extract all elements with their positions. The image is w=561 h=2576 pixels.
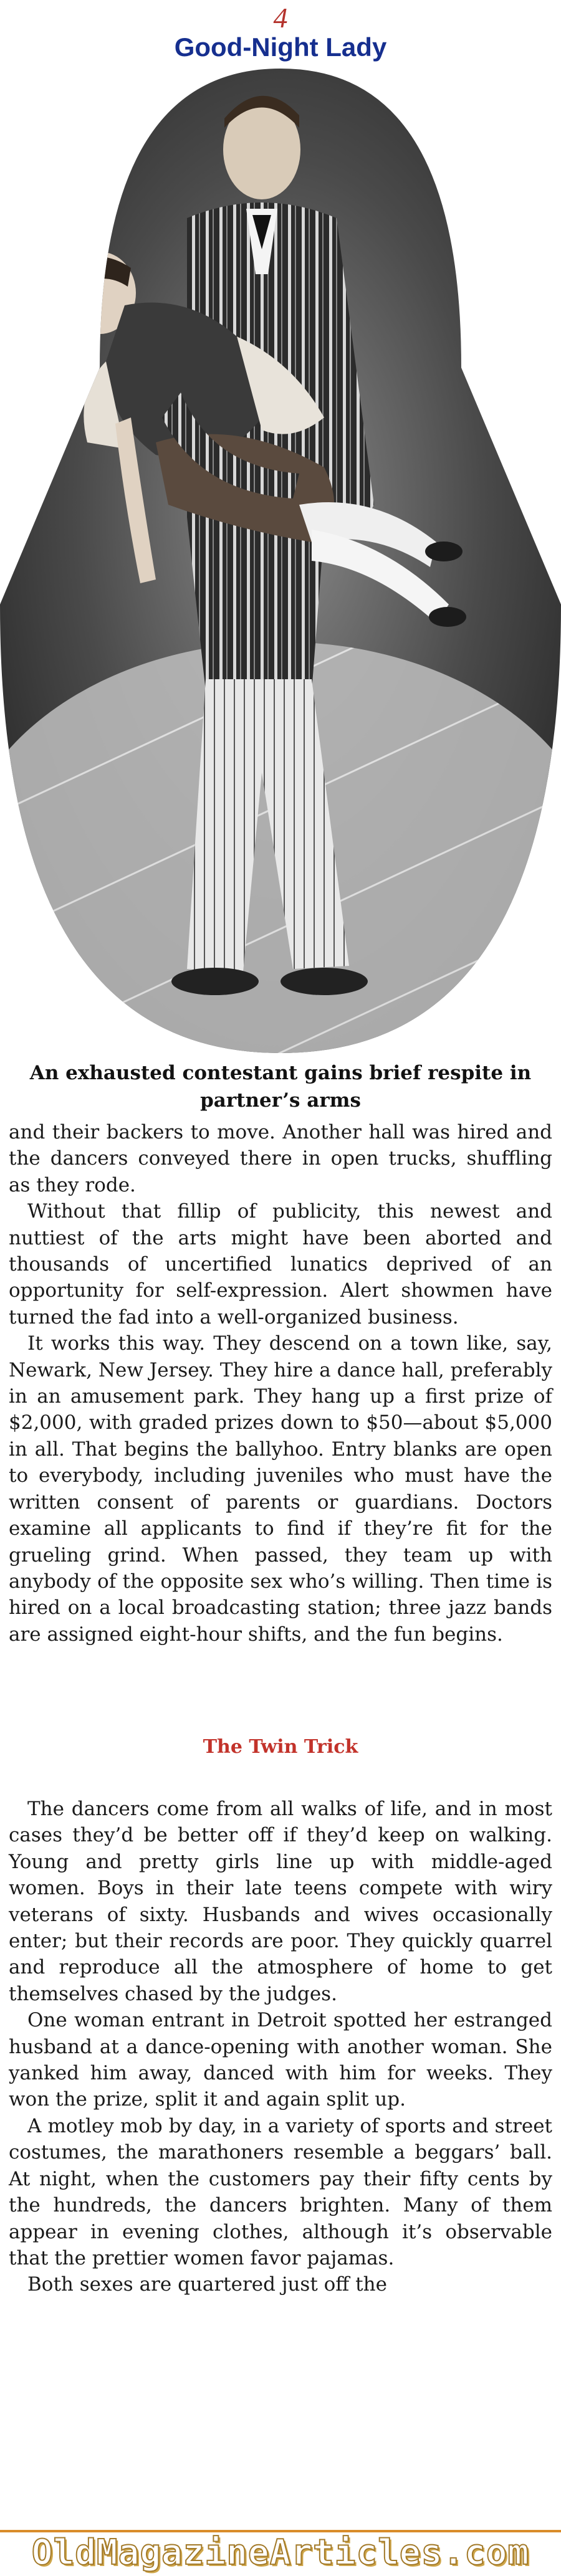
paragraph: The dancers come from all walks of life, and in most cases they’d be better off if they’d keep on walking. Young and pretty girls line up with middle-aged women. Boys in their late teens compete with wiry veterans of sixty. Husbands and wives occasionally enter; but their records are poor. They quickly quarrel and reproduce all the atmosphere of home to get themselves chased by the judges. (9, 1798, 552, 2005)
paragraph: and their backers to move. Another hall was hired and the dancers conveyed there in open trucks, shuffling as they rode. (9, 1121, 552, 1196)
section-subheading: The Twin Trick (203, 1736, 358, 1758)
paragraph: A motley mob by day, in a variety of sports and street costumes, the marathoners resemble a beggars’ ball. At night, when the customers pay their fifty cents by the hundreds, the dancers brighten. Many of them appear in evening clothes, although it’s observable that the prettier women favor pajamas. (9, 2114, 552, 2269)
article-body-lower (9, 1796, 552, 2298)
photo (0, 69, 561, 1053)
photo-illustration (0, 69, 561, 1053)
watermark-text: OldMagazineArticles.com (31, 2532, 530, 2573)
article-body-upper (9, 1119, 552, 1648)
watermark-banner (0, 2530, 561, 2576)
paragraph: Without that fillip of publicity, this newest and nuttiest of the arts might have been aborted and thousands of uncertified lunatics deprived of an opportunity for self-expression. Alert showmen have turned the fad into a well-organized business. (9, 1200, 552, 1329)
paragraph: Both sexes are quartered just off the (27, 2273, 387, 2296)
paragraph: It works this way. They descend on a town like, say, Newark, New Jersey. They hire a dance hall, preferably in an amusement park. They hang up a first prize of $2,000, with graded prizes down to $50—about $5,000 in all. That begins the ballyhoo. Entry blanks are open to everybody, including juveniles who must have the written consent of parents or guardians. Doctors examine all applicants to find if they’re fit for the grueling grind. When passed, they team up with anybody of the opposite sex who’s willing. Then time is hired on a local broadcasting station; three jazz bands are assigned eight-hour shifts, and the fun begins. (9, 1332, 552, 1646)
paragraph: One woman entrant in Detroit spotted her estranged husband at a dance-opening with another woman. She yanked him away, danced with him for weeks. They won the prize, split it and again split up. (9, 2009, 552, 2111)
page-number: 4 (273, 2, 288, 34)
photo-caption: An exhausted contestant gains brief respite in partner’s arms (29, 1062, 532, 1112)
article-title: Good-Night Lady (174, 32, 387, 62)
